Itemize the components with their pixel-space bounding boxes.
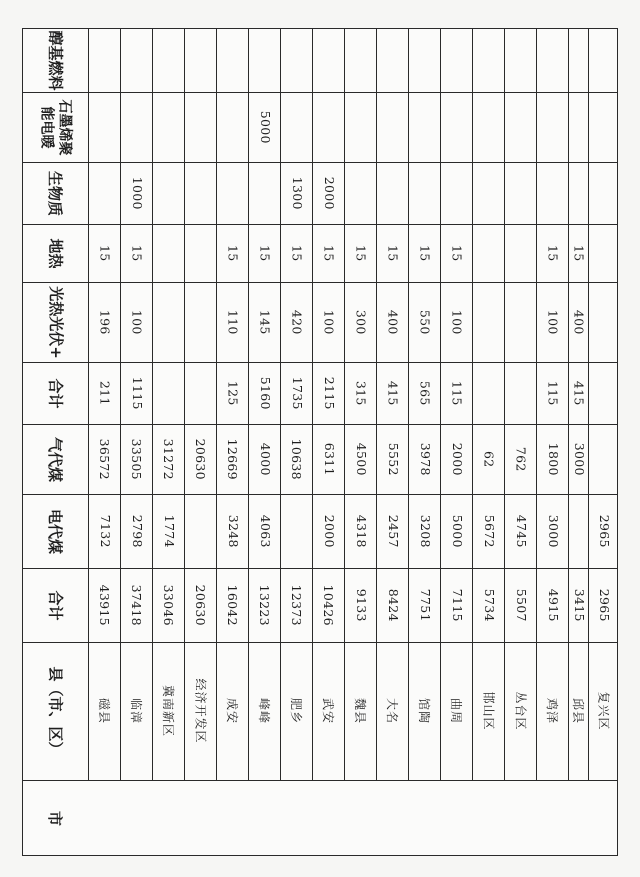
cell-text: 100 (129, 309, 145, 335)
table-cell (376, 424, 408, 494)
table-cell (184, 568, 216, 642)
table-cell (472, 494, 504, 568)
cell-text: 762 (513, 446, 529, 472)
cell-text: 5672 (481, 514, 497, 548)
cell-text: 3415 (571, 588, 587, 622)
table-cell (568, 568, 588, 642)
row-county-name (88, 642, 120, 780)
table-cell (184, 162, 216, 224)
table-cell (248, 494, 280, 568)
table-cell (504, 28, 536, 92)
table-cell (408, 224, 440, 282)
header-graphene-heater: 石墨烯聚能电暖 (39, 99, 73, 155)
cell-text: 15 (97, 244, 113, 262)
table-cell (588, 92, 618, 162)
cell-text: 1000 (129, 176, 145, 210)
cell-text: 415 (571, 380, 587, 406)
cell-text: 1300 (289, 176, 305, 210)
table-cell (88, 424, 120, 494)
table-cell (568, 224, 588, 282)
cell-text: 10426 (321, 584, 337, 626)
cell-text: 4745 (513, 514, 529, 548)
cell-text: 2457 (385, 514, 401, 548)
table-cell (408, 494, 440, 568)
cell-text: 15 (289, 244, 305, 262)
table-cell (376, 282, 408, 362)
table-cell (440, 224, 472, 282)
cell-text: 15 (129, 244, 145, 262)
table-cell (248, 224, 280, 282)
table-cell (280, 162, 312, 224)
table-cell (248, 28, 280, 92)
table-cell (88, 362, 120, 424)
cell-text: 33505 (129, 438, 145, 480)
table-cell (280, 568, 312, 642)
header-biomass: 生物质 (46, 170, 65, 216)
table-cell (152, 28, 184, 92)
cell-text: 6311 (321, 442, 337, 476)
cell-text: 2000 (321, 514, 337, 548)
table-cell (248, 92, 280, 162)
table-cell (504, 424, 536, 494)
row-county-name (440, 642, 472, 780)
table-cell (344, 92, 376, 162)
cell-text: 丛台区 (513, 691, 528, 731)
cell-text: 鸡泽 (544, 697, 559, 725)
header-subtotal: 合计 (46, 377, 65, 409)
table-cell (344, 494, 376, 568)
table-cell (88, 92, 120, 162)
table-cell (588, 28, 618, 92)
table-cell (588, 568, 618, 642)
cell-text: 20630 (193, 438, 209, 480)
header-gas-coal: 气代煤 (46, 436, 65, 482)
table-cell (472, 568, 504, 642)
table-cell (312, 424, 344, 494)
table-cell (504, 224, 536, 282)
table-cell (472, 362, 504, 424)
cell-text: 415 (385, 380, 401, 406)
table-cell (152, 162, 184, 224)
cell-text: 110 (225, 309, 241, 335)
table-cell (216, 424, 248, 494)
table-cell (536, 224, 568, 282)
row-county-name (568, 642, 588, 780)
cell-text: 冀南新区 (161, 684, 176, 738)
cell-text: 13223 (257, 584, 273, 626)
table-cell (536, 568, 568, 642)
table-cell (312, 362, 344, 424)
header-solar: 光热光伏+ (46, 285, 65, 359)
cell-text: 4000 (257, 442, 273, 476)
cell-text: 峰峰 (256, 697, 271, 725)
table-cell (588, 362, 618, 424)
cell-text: 196 (97, 309, 113, 335)
cell-text: 37418 (129, 584, 145, 626)
cell-text: 3000 (545, 514, 561, 548)
row-county-name (472, 642, 504, 780)
cell-text: 1774 (161, 514, 177, 548)
cell-text: 1800 (545, 442, 561, 476)
cell-text: 43915 (97, 584, 113, 626)
row-county-name (504, 642, 536, 780)
row-county-name (152, 642, 184, 780)
table-cell (120, 494, 152, 568)
table-cell (472, 282, 504, 362)
table-cell (344, 224, 376, 282)
table-cell (376, 162, 408, 224)
cell-text: 15 (257, 244, 273, 262)
cell-text: 8424 (385, 588, 401, 622)
rotated-table (22, 28, 618, 856)
cell-text: 315 (353, 380, 369, 406)
cell-text: 15 (545, 244, 561, 262)
table-cell (312, 92, 344, 162)
cell-text: 115 (449, 380, 465, 406)
table-cell (568, 92, 588, 162)
cell-text: 3000 (571, 442, 587, 476)
table-cell (408, 424, 440, 494)
table-cell (504, 362, 536, 424)
table-cell (440, 568, 472, 642)
cell-text: 邱县 (571, 697, 586, 725)
cell-text: 15 (449, 244, 465, 262)
cell-text: 7115 (449, 588, 465, 622)
table-cell (376, 494, 408, 568)
table-cell (588, 424, 618, 494)
table-cell (504, 282, 536, 362)
table-cell (588, 282, 618, 362)
table-cell (88, 162, 120, 224)
cell-text: 300 (353, 309, 369, 335)
table-cell (536, 362, 568, 424)
cell-text: 4063 (257, 514, 273, 548)
cell-text: 5552 (385, 442, 401, 476)
row-county-name (120, 642, 152, 780)
table-cell (152, 224, 184, 282)
cell-text: 武安 (320, 697, 335, 725)
cell-text: 2965 (596, 514, 612, 548)
cell-text: 3978 (417, 442, 433, 476)
cell-text: 400 (385, 309, 401, 335)
table-cell (216, 282, 248, 362)
cell-text: 磁县 (96, 697, 111, 725)
table-cell (184, 224, 216, 282)
table-cell (472, 162, 504, 224)
table-cell (408, 362, 440, 424)
cell-text: 7751 (417, 588, 433, 622)
table-cell (120, 92, 152, 162)
table-cell (588, 494, 618, 568)
table-cell (120, 162, 152, 224)
table-cell (184, 92, 216, 162)
table-cell (568, 282, 588, 362)
table-cell (408, 282, 440, 362)
table-cell (312, 494, 344, 568)
cell-text: 115 (545, 380, 561, 406)
table-cell (88, 568, 120, 642)
table-cell (152, 92, 184, 162)
cell-text: 经济开发区 (193, 678, 208, 744)
cell-text: 1115 (129, 376, 145, 410)
cell-text: 62 (481, 450, 497, 468)
table-cell (536, 28, 568, 92)
table-cell (280, 282, 312, 362)
table-cell (184, 494, 216, 568)
cell-text: 1735 (289, 376, 305, 410)
table-cell (504, 568, 536, 642)
table-cell (568, 424, 588, 494)
cell-text: 4500 (353, 442, 369, 476)
table-cell (568, 28, 588, 92)
cell-text: 3248 (225, 514, 241, 548)
row-county-name (312, 642, 344, 780)
cell-text: 15 (385, 244, 401, 262)
table-cell (120, 568, 152, 642)
table-cell (408, 568, 440, 642)
cell-text: 145 (257, 309, 273, 335)
table-cell (376, 28, 408, 92)
table-cell (280, 424, 312, 494)
cell-text: 邯山区 (481, 691, 496, 731)
table-cell (472, 424, 504, 494)
table-cell (536, 162, 568, 224)
table-cell (344, 424, 376, 494)
table-cell (280, 224, 312, 282)
table-cell (120, 28, 152, 92)
cell-text: 3208 (417, 514, 433, 548)
header-city: 市 (46, 810, 65, 826)
table-cell (120, 424, 152, 494)
cell-text: 36572 (97, 438, 113, 480)
table-cell (376, 92, 408, 162)
cell-text: 400 (571, 309, 587, 335)
cell-text: 125 (225, 380, 241, 406)
table-cell (588, 224, 618, 282)
table-cell (440, 362, 472, 424)
table-cell (312, 224, 344, 282)
table-cell (120, 224, 152, 282)
table-cell (408, 162, 440, 224)
header-geothermal: 地热 (46, 237, 65, 269)
cell-text: 9133 (353, 588, 369, 622)
table-cell (248, 568, 280, 642)
table-cell (504, 494, 536, 568)
row-county-name (536, 642, 568, 780)
table-cell (472, 28, 504, 92)
cell-text: 5160 (257, 376, 273, 410)
table-cell (440, 162, 472, 224)
cell-text: 16042 (225, 584, 241, 626)
table-cell (248, 424, 280, 494)
cell-text: 7132 (97, 514, 113, 548)
row-county-name (248, 642, 280, 780)
cell-text: 5000 (449, 514, 465, 548)
cell-text: 大名 (384, 697, 399, 725)
cell-text: 12669 (225, 438, 241, 480)
cell-text: 10638 (289, 438, 305, 480)
cell-text: 15 (417, 244, 433, 262)
table-cell (568, 162, 588, 224)
cell-text: 成安 (224, 697, 239, 725)
cell-text: 100 (321, 309, 337, 335)
cell-text: 20630 (193, 584, 209, 626)
table-cell (344, 568, 376, 642)
table-cell (472, 92, 504, 162)
table-cell (120, 362, 152, 424)
table-cell (568, 362, 588, 424)
cell-text: 4318 (353, 514, 369, 548)
cell-text: 肥乡 (288, 697, 303, 725)
table-cell (216, 224, 248, 282)
table-cell (184, 28, 216, 92)
cell-text: 420 (289, 309, 305, 335)
table-cell (588, 162, 618, 224)
table-cell (152, 362, 184, 424)
cell-text: 550 (417, 309, 433, 335)
table-cell (312, 162, 344, 224)
table-cell (216, 568, 248, 642)
table-cell (248, 162, 280, 224)
cell-text: 馆陶 (416, 697, 431, 725)
cell-text: 临漳 (128, 697, 143, 725)
table-cell (504, 162, 536, 224)
cell-text: 2115 (321, 376, 337, 410)
row-county-name (184, 642, 216, 780)
cell-text: 2000 (449, 442, 465, 476)
table-cell (344, 282, 376, 362)
table-cell (344, 162, 376, 224)
table-cell (280, 28, 312, 92)
table-cell (408, 28, 440, 92)
cell-text: 33046 (161, 584, 177, 626)
cell-text: 复兴区 (596, 691, 611, 731)
cell-text: 魏县 (352, 697, 367, 725)
table-cell (344, 362, 376, 424)
table-cell (440, 424, 472, 494)
table-cell (184, 362, 216, 424)
table-cell (440, 494, 472, 568)
table-cell (120, 282, 152, 362)
cell-text: 5000 (257, 110, 273, 144)
cell-text: 100 (449, 309, 465, 335)
table-cell (248, 282, 280, 362)
table-cell (248, 362, 280, 424)
table-cell (440, 28, 472, 92)
table-cell (88, 494, 120, 568)
table-cell (152, 282, 184, 362)
cell-text: 15 (225, 244, 241, 262)
row-county-name (376, 642, 408, 780)
table-cell (440, 92, 472, 162)
header-total: 合计 (46, 589, 65, 621)
table-cell (344, 28, 376, 92)
table-cell (216, 494, 248, 568)
table-cell (152, 424, 184, 494)
row-county-name (280, 642, 312, 780)
table-cell (376, 224, 408, 282)
cell-text: 曲周 (448, 697, 463, 725)
table-cell (216, 362, 248, 424)
table-cell (280, 494, 312, 568)
cell-text: 211 (97, 380, 113, 406)
table-cell (536, 424, 568, 494)
cell-text: 4915 (545, 588, 561, 622)
header-electric-coal: 电代煤 (46, 508, 65, 554)
table-cell (472, 224, 504, 282)
header-alcohol-fuel: 醇基燃料 (46, 29, 65, 91)
table-cell (152, 494, 184, 568)
table-cell (504, 92, 536, 162)
cell-text: 31272 (161, 438, 177, 480)
table-cell (536, 282, 568, 362)
table-cell (184, 424, 216, 494)
cell-text: 5507 (513, 588, 529, 622)
table-cell (312, 568, 344, 642)
cell-text: 100 (545, 309, 561, 335)
cell-text: 2798 (129, 514, 145, 548)
cell-text: 15 (321, 244, 337, 262)
table-cell (280, 362, 312, 424)
table-cell (376, 568, 408, 642)
cell-text: 12373 (289, 584, 305, 626)
table-cell (568, 494, 588, 568)
table-cell (216, 28, 248, 92)
table-cell (88, 282, 120, 362)
table-cell (88, 224, 120, 282)
row-county-name (344, 642, 376, 780)
row-county-name (216, 642, 248, 780)
table-cell (216, 162, 248, 224)
table-cell (280, 92, 312, 162)
cell-text: 565 (417, 380, 433, 406)
table-cell (312, 282, 344, 362)
table-cell (152, 568, 184, 642)
table-cell (408, 92, 440, 162)
row-county-name (408, 642, 440, 780)
table-cell (88, 28, 120, 92)
cell-text: 2965 (596, 588, 612, 622)
table-cell (536, 494, 568, 568)
table-cell (536, 92, 568, 162)
table-cell (376, 362, 408, 424)
table-cell (312, 28, 344, 92)
cell-text: 5734 (481, 588, 497, 622)
table-cell (216, 92, 248, 162)
table-cell (184, 282, 216, 362)
table-cell (440, 282, 472, 362)
row-county-name (588, 642, 618, 780)
cell-text: 2000 (321, 176, 337, 210)
cell-text: 15 (353, 244, 369, 262)
header-county: 县（市、区） (46, 665, 65, 757)
cell-text: 15 (571, 244, 587, 262)
